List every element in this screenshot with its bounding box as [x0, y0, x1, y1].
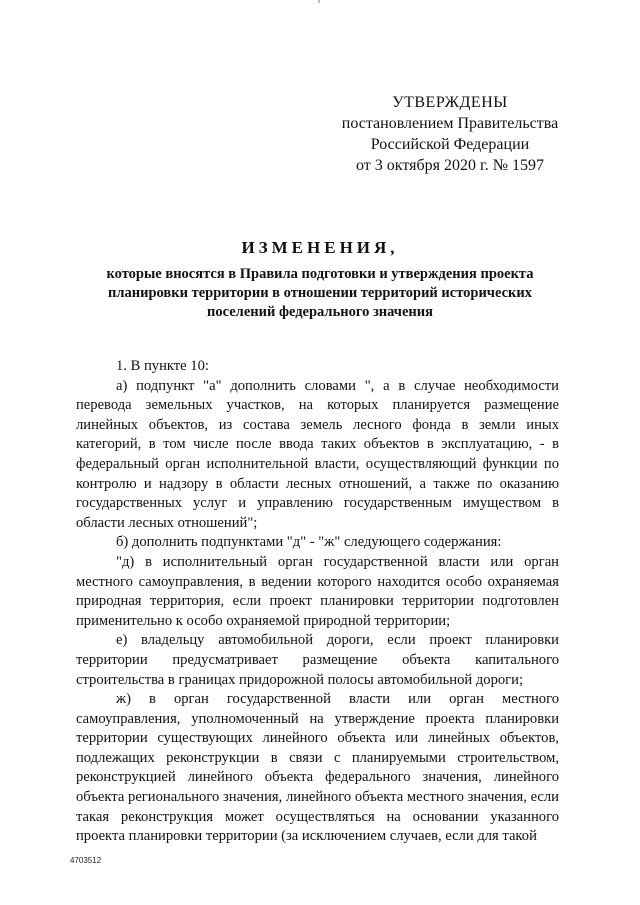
subtitle-line-3: поселений федерального значения	[207, 304, 433, 320]
paragraph-5: е) владельцу автомобильной дороги, если проект планировки территории предусматривает размещение объекта капитального строительства в границах придорожной полосы автомобильной дороги;	[76, 632, 559, 688]
approval-line-3: от 3 октября 2020 г. № 1597	[355, 157, 544, 174]
subtitle-line-2: планировки территории в отношении территорий исторических	[108, 285, 532, 301]
subtitle-line-1: которые вносятся в Правила подготовки и утверждения проекта	[106, 266, 534, 282]
document-body	[76, 357, 559, 847]
document-code: 4703512	[70, 856, 102, 865]
document-subtitle	[80, 265, 560, 322]
paragraph-2: а) подпункт "а" дополнить словами ", а в случае необходимости перевода земельных участков, на которых планируется размещение линейных объектов, из состава земель лесного фонда в земли иных категорий, в том числе после ввода таких объектов в эксплуатацию, - в федеральный орган исполнительной власти, осуществляющий функции по контролю и надзору в области лесных отношений, а также по оказанию государственных услуг и управлению государственным имуществом в области лесных отношений";	[76, 377, 559, 531]
document-title: ИЗМЕНЕНИЯ,	[241, 238, 399, 257]
approval-line-1: постановлением Правительства	[341, 115, 559, 132]
paragraph-4: "д) в исполнительный орган государственной власти или орган местного самоуправления, в ведении которого находится особо охраняемая природная территория, если проект планировки территории подготовлен применительно к особо охраняемой природной территории;	[76, 553, 559, 629]
approval-line-2: Российской Федерации	[370, 136, 530, 153]
scan-mark	[318, 0, 320, 3]
paragraph-1: 1. В пункте 10:	[116, 358, 209, 374]
paragraph-3: б) дополнить подпунктами "д" - "ж" следующего содержания:	[116, 534, 502, 551]
paragraph-6: ж) в орган государственной власти или орган местного самоуправления, уполномоченный на утверждение проекта планировки территории существующих линейного объекта или линейных объектов, подлежащих реконструкции в связи с планируемыми строительством, реконструкцией линейного объекта федерального значения, линейного объекта регионального значения, линейного объекта местного значения, если такая реконструкция может осуществляться на основании указанного проекта планировки территории (за исключением случаев, если для такой	[76, 691, 559, 845]
approval-heading: УТВЕРЖДЕНЫ	[392, 94, 508, 111]
approval-block	[330, 92, 570, 176]
